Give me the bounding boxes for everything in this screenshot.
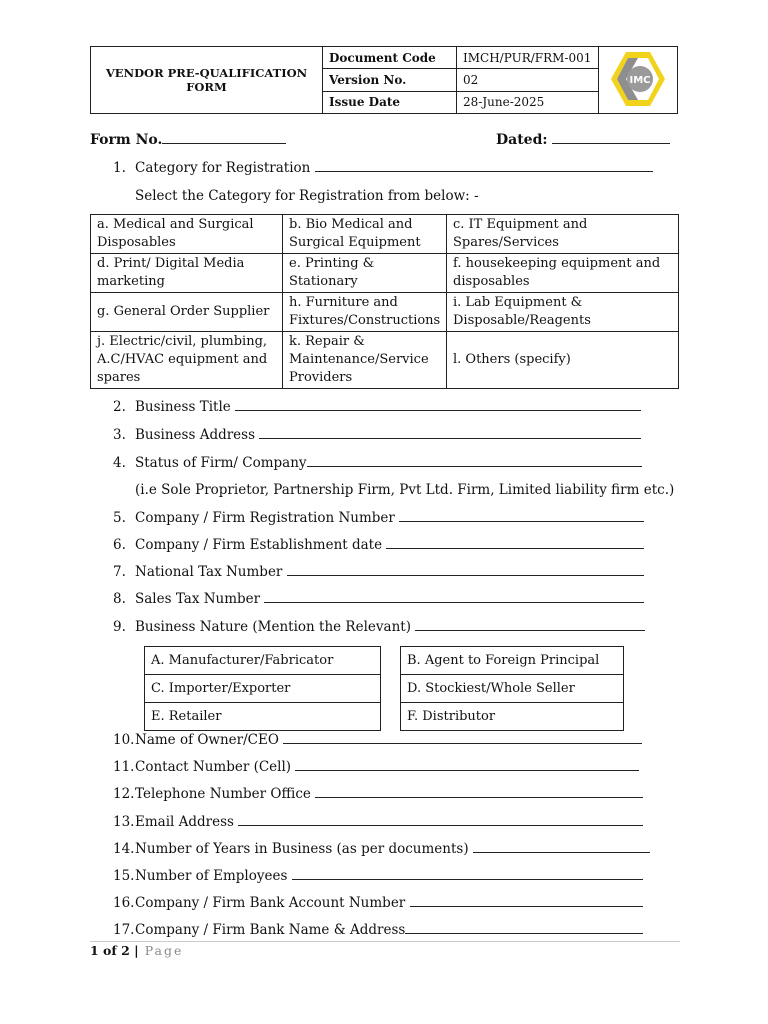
version-label: Version No. xyxy=(323,69,457,91)
category-option[interactable]: b. Bio Medical and Surgical Equipment xyxy=(283,215,447,254)
field-blank[interactable] xyxy=(399,510,644,522)
imc-logo-icon xyxy=(608,49,668,109)
form-no-field[interactable] xyxy=(90,132,286,148)
field-label: Name of Owner/CEO xyxy=(135,732,284,748)
business-nature-left-table xyxy=(144,646,381,731)
item-number: 1. xyxy=(113,160,126,176)
dated-blank[interactable] xyxy=(552,132,670,144)
form-field[interactable] xyxy=(113,455,642,471)
business-nature-right-table xyxy=(400,646,624,731)
field-label: National Tax Number xyxy=(135,564,287,580)
form-field[interactable] xyxy=(113,732,642,748)
category-option[interactable]: j. Electric/civil, plumbing, A.C/HVAC equipment and spares xyxy=(91,332,283,389)
field-blank[interactable] xyxy=(283,732,642,744)
category-row xyxy=(91,215,679,254)
field-label: Company / Firm Registration Number xyxy=(135,510,400,526)
item-number: 4. xyxy=(113,455,126,471)
item-number: 5. xyxy=(113,510,126,526)
form-field[interactable] xyxy=(113,510,644,526)
item-number: 7. xyxy=(113,564,126,580)
form-no-blank[interactable] xyxy=(162,132,286,144)
item-number: 6. xyxy=(113,537,126,553)
business-nature-option[interactable]: A. Manufacturer/Fabricator xyxy=(145,647,381,675)
category-blank[interactable] xyxy=(315,160,653,172)
field-blank[interactable] xyxy=(287,564,644,576)
category-option[interactable]: i. Lab Equipment & Disposable/Reagents xyxy=(447,293,679,332)
item-number: 16. xyxy=(113,895,135,911)
field-blank[interactable] xyxy=(473,841,650,853)
category-option[interactable]: k. Repair & Maintenance/Service Providers xyxy=(283,332,447,389)
document-header-table xyxy=(90,46,678,114)
field-label: Number of Years in Business (as per documents) xyxy=(135,841,473,857)
category-option[interactable]: l. Others (specify) xyxy=(447,332,679,389)
item-number: 13. xyxy=(113,814,135,830)
field-blank[interactable] xyxy=(386,537,644,549)
item-number: 15. xyxy=(113,868,135,884)
category-option[interactable]: g. General Order Supplier xyxy=(91,293,283,332)
dated-field[interactable] xyxy=(496,132,670,148)
form-title: VENDOR PRE-QUALIFICATION FORM xyxy=(91,47,323,114)
field-blank[interactable] xyxy=(235,399,641,411)
business-nature-option[interactable]: E. Retailer xyxy=(145,703,381,731)
logo-text: IMC xyxy=(629,74,651,86)
item-number: 3. xyxy=(113,427,126,443)
field-label: Email Address xyxy=(135,814,239,830)
form-no-label: Form No. xyxy=(90,132,163,148)
field-label: Contact Number (Cell) xyxy=(135,759,296,775)
form-field[interactable] xyxy=(113,841,650,857)
field-label: Company / Firm Bank Account Number xyxy=(135,895,410,911)
page-word: Page xyxy=(138,943,184,958)
business-nature-option[interactable]: C. Importer/Exporter xyxy=(145,675,381,703)
field-label: Telephone Number Office xyxy=(135,786,316,802)
item-number: 2. xyxy=(113,399,126,415)
form-field[interactable] xyxy=(113,537,644,553)
category-table xyxy=(90,214,679,389)
item-number: 11. xyxy=(113,759,135,775)
doc-code-label: Document Code xyxy=(323,47,457,69)
status-note: (i.e Sole Proprietor, Partnership Firm, Pvt Ltd. Firm, Limited liability firm etc.) xyxy=(135,482,675,498)
category-option[interactable]: d. Print/ Digital Media marketing xyxy=(91,254,283,293)
category-row xyxy=(91,293,679,332)
page-footer xyxy=(90,943,183,958)
category-row xyxy=(91,254,679,293)
item-number: 10. xyxy=(113,732,135,748)
field-label: Business Nature (Mention the Relevant) xyxy=(135,619,416,635)
field-blank[interactable] xyxy=(259,427,641,439)
select-category-instruction: Select the Category for Registration from below: - xyxy=(135,188,479,204)
version-value: 02 xyxy=(457,69,599,91)
category-option[interactable]: f. housekeeping equipment and disposables xyxy=(447,254,679,293)
field-label: Company / Firm Bank Name & Address xyxy=(135,922,406,938)
form-field[interactable] xyxy=(113,868,643,884)
category-option[interactable]: h. Furniture and Fixtures/Constructions xyxy=(283,293,447,332)
business-nature-option[interactable]: F. Distributor xyxy=(401,703,624,731)
form-field[interactable] xyxy=(113,399,641,415)
field-label: Sales Tax Number xyxy=(135,591,265,607)
form-field[interactable] xyxy=(113,922,643,938)
category-option[interactable]: c. IT Equipment and Spares/Services xyxy=(447,215,679,254)
field-blank[interactable] xyxy=(264,591,644,603)
page-number: 1 of 2 | xyxy=(90,943,139,958)
category-option[interactable]: a. Medical and Surgical Disposables xyxy=(91,215,283,254)
field-blank[interactable] xyxy=(238,814,643,826)
form-field[interactable] xyxy=(113,564,644,580)
form-field[interactable] xyxy=(113,759,639,775)
category-label: Category for Registration xyxy=(135,160,315,176)
dated-label: Dated: xyxy=(496,132,548,148)
form-field[interactable] xyxy=(113,427,641,443)
field-label: Business Address xyxy=(135,427,260,443)
form-field[interactable] xyxy=(113,786,643,802)
field-blank[interactable] xyxy=(315,786,643,798)
field-label: Business Title xyxy=(135,399,236,415)
field-label: Number of Employees xyxy=(135,868,292,884)
field-blank[interactable] xyxy=(292,868,643,880)
footer-divider xyxy=(90,941,680,942)
category-field[interactable] xyxy=(113,160,653,176)
field-blank[interactable] xyxy=(415,619,645,631)
field-blank[interactable] xyxy=(295,759,639,771)
company-logo xyxy=(599,47,678,114)
form-field[interactable] xyxy=(113,895,643,911)
field-blank[interactable] xyxy=(405,922,643,934)
issue-date-value: 28-June-2025 xyxy=(457,91,599,113)
item-number: 9. xyxy=(113,619,126,635)
business-nature-option[interactable]: D. Stockiest/Whole Seller xyxy=(401,675,624,703)
form-field[interactable] xyxy=(113,619,645,635)
category-row xyxy=(91,332,679,389)
form-field[interactable] xyxy=(113,591,644,607)
field-label: Status of Firm/ Company xyxy=(135,455,307,471)
field-blank[interactable] xyxy=(307,455,642,467)
item-number: 17. xyxy=(113,922,135,938)
category-option[interactable]: e. Printing & Stationary xyxy=(283,254,447,293)
field-label: Company / Firm Establishment date xyxy=(135,537,387,553)
field-blank[interactable] xyxy=(410,895,643,907)
item-number: 8. xyxy=(113,591,126,607)
item-number: 12. xyxy=(113,786,135,802)
form-field[interactable] xyxy=(113,814,643,830)
business-nature-option[interactable]: B. Agent to Foreign Principal xyxy=(401,647,624,675)
doc-code-value: IMCH/PUR/FRM-001 xyxy=(457,47,599,69)
issue-date-label: Issue Date xyxy=(323,91,457,113)
item-number: 14. xyxy=(113,841,135,857)
